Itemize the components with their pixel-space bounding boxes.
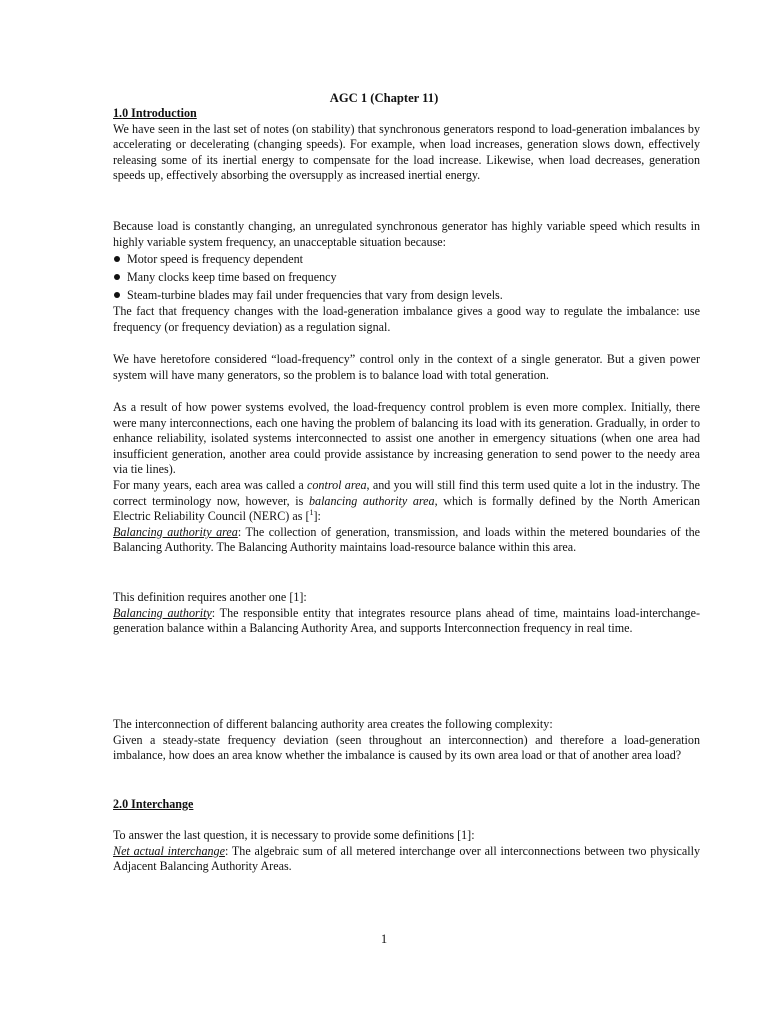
bullet-icon [114, 274, 120, 280]
intro-paragraph-6: For many years, each area was called a control area, and you will still find this term used quite a lot in the industry. The correct terminology now, however, is balancing authority area, which is formally defined by the North American Electric Reliability Council (NERC) as [$^1$]: [113, 477, 700, 524]
definition-term: Balancing authority [113, 605, 212, 620]
definition-text: : The algebraic sum of all metered interchange over all interconnections between two physically Adjacent Balancing Authority Areas. [113, 843, 700, 874]
intro-paragraph-4: We have heretofore considered “load-frequency” control only in the context of a single generator. But a given power system will have many generators, so the problem is to balance load with total generation. [113, 352, 700, 382]
bullet-icon [114, 292, 120, 298]
intro-paragraph-2: Because load is constantly changing, an unregulated synchronous generator has highly variable speed which results in highly variable system frequency, an unacceptable situation because: [113, 219, 700, 249]
interchange-section [113, 797, 700, 813]
list-item [113, 250, 700, 268]
term-control-area: control area [307, 477, 367, 492]
intro-paragraph-8: The interconnection of different balancing authority area creates the following complexity: [113, 717, 553, 731]
intro-paragraph-5: As a result of how power systems evolved, the load-frequency control problem is even more complex. Initially, there were many interconnections, each one having the problem of balancing its load with its generation. Gradually, in order to enhance reliability, isolated systems interconnected to assist one another in emergency situations (when one area had insufficient generation, another area could provide assistance by increasing generation to send power to the needy area via tie lines). [113, 400, 700, 477]
intro-paragraph-group-7 [113, 590, 700, 637]
definition-net-actual-interchange [113, 844, 700, 875]
definition-term: Balancing authority area [113, 524, 238, 539]
list-item [113, 286, 700, 304]
page-number: 1 [380, 932, 388, 946]
list-item-text: Motor speed is frequency dependent [127, 252, 303, 267]
term-balancing-authority-area: balancing authority area [308, 493, 435, 508]
document-title: AGC 1 (Chapter 11) [329, 91, 439, 105]
intro-paragraph-9: Given a steady-state frequency deviation (seen throughout an interconnection) and therefore a load-generation imbalance, how does an area know whether the imbalance is caused by its own area load or that of another area load? [113, 732, 700, 763]
section-heading-introduction: 1.0 Introduction [113, 106, 197, 120]
intro-paragraph-group-4 [113, 352, 700, 383]
definition-text: : The collection of generation, transmission, and loads within the metered boundaries of the Balancing Authority. The Balancing Authority maintains load-resource balance within this area. [113, 524, 700, 555]
definition-balancing-authority-area [113, 525, 700, 556]
list-item-text: Steam-turbine blades may fail under frequencies that vary from design levels. [127, 288, 503, 303]
bullet-icon [114, 256, 120, 262]
intro-paragraph-7: This definition requires another one [1]: [113, 590, 307, 604]
interchange-paragraph-group [113, 828, 700, 875]
list-item [113, 268, 700, 286]
definition-balancing-authority [113, 606, 700, 637]
reference-number: 1 [309, 508, 314, 518]
intro-paragraph-3: The fact that frequency changes with the load-generation imbalance gives a good way to regulate the imbalance: use frequency (or frequency deviation) as a regulation signal. [113, 304, 700, 334]
intro-paragraph-group-2 [113, 219, 700, 335]
intro-section [113, 106, 700, 184]
bullet-list [113, 250, 700, 304]
intro-paragraph-group-8 [113, 717, 700, 764]
intro-paragraph-group-5 [113, 400, 700, 556]
definition-term: Net actual interchange [113, 843, 225, 858]
interchange-paragraph-1: To answer the last question, it is necessary to provide some definitions [1]: [113, 828, 475, 842]
list-item-text: Many clocks keep time based on frequency [127, 270, 337, 285]
intro-paragraph-1: We have seen in the last set of notes (on stability) that synchronous generators respond to load-generation imbalances by accelerating or decelerating (changing speeds). For example, when load increases, generation slows down, effectively releasing some of its inertial energy to compensate for the load increase. Likewise, when load decreases, generation speeds up, effectively absorbing the oversupply as increased inertial energy. [113, 121, 700, 183]
section-heading-interchange: 2.0 Interchange [113, 797, 194, 811]
definition-text: : The responsible entity that integrates resource plans ahead of time, maintains load-interchange-generation balance within a Balancing Authority Area, and supports Interconnection frequency in real time. [113, 605, 700, 636]
